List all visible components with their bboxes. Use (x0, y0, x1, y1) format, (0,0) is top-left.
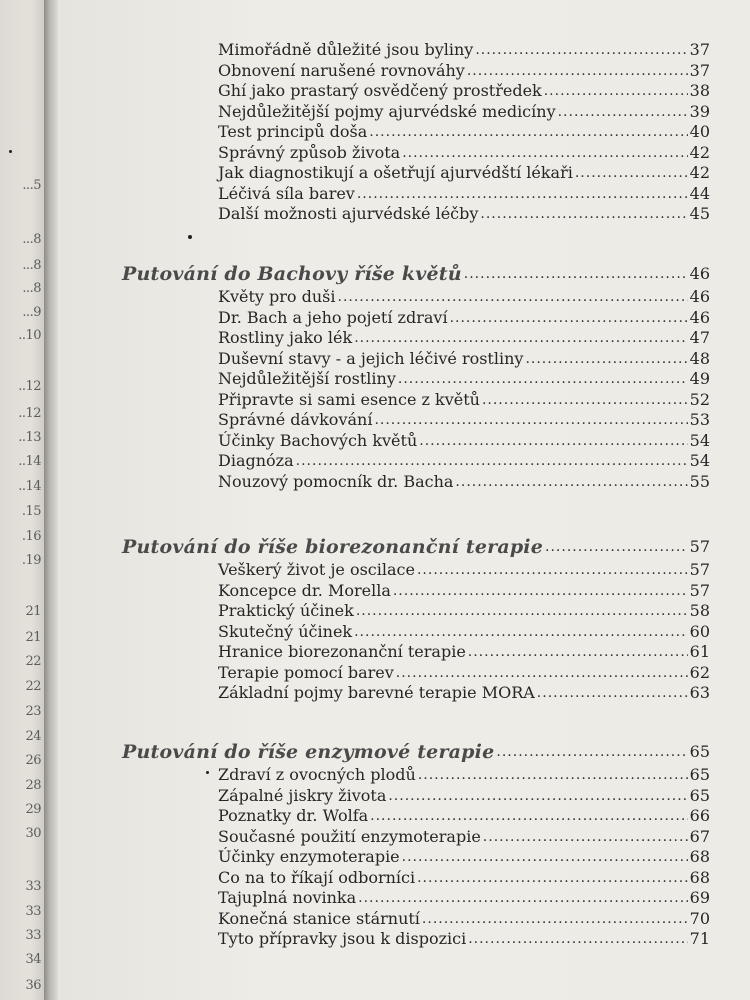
toc-entry (218, 100, 710, 122)
leader-dots (370, 806, 687, 826)
leader-dots (417, 868, 688, 888)
left-page-number: ..14 (18, 454, 41, 469)
toc-entry-title: Základní pojmy barevné terapie MORA (218, 683, 535, 702)
toc-entry (218, 79, 710, 101)
toc-entry (218, 681, 710, 703)
toc-entry-title: Obnovení narušené rovnováhy (218, 60, 465, 80)
left-page-number: ...5 (22, 178, 41, 193)
toc-entry-page: 44 (689, 183, 710, 203)
toc-entry-page: 46 (689, 307, 710, 327)
toc-entry-title: Co na to říkají odborníci (218, 867, 416, 887)
toc-entry-title: Účinky enzymoterapie (218, 847, 400, 866)
left-page-number: 21 (25, 630, 41, 645)
toc-entry-title: Účinky Bachových květů (218, 430, 418, 450)
left-page-number: 23 (25, 704, 41, 719)
toc-entry (218, 784, 710, 806)
toc-entry-title: Mimořádně důležité jsou byliny (218, 40, 474, 59)
leader-dots (356, 601, 688, 621)
left-page-number: 26 (25, 753, 41, 768)
leader-dots (480, 204, 687, 224)
toc-entry-title: Koncepce dr. Morella (218, 580, 391, 600)
left-page-number: 22 (25, 679, 41, 694)
toc-entry-title: Nouzový pomocník dr. Bacha (218, 471, 454, 491)
toc-entry (218, 449, 710, 471)
toc-entry-page: 37 (689, 60, 710, 80)
toc-entry (218, 763, 710, 785)
toc-entry (218, 347, 710, 369)
toc-entry-title: Připravte si sami esence z květů (218, 389, 480, 409)
left-page-number: 29 (25, 802, 41, 817)
toc-entry-title: Dr. Bach a jeho pojetí zdraví (218, 307, 448, 327)
toc-entry-title: Nejdůležitější pojmy ajurvédské medicíny (218, 101, 556, 121)
toc-entry (218, 429, 710, 451)
leader-dots (422, 909, 688, 929)
toc-entry (218, 661, 710, 683)
toc-entry-page: 69 (689, 888, 710, 907)
left-page-number: 30 (25, 826, 41, 841)
section-heading-page: 65 (689, 742, 710, 761)
toc-entry (218, 141, 710, 163)
toc-entry (218, 367, 710, 389)
leader-dots (396, 663, 688, 683)
toc-entry-page: 38 (689, 81, 710, 100)
left-page-number: ...9 (22, 305, 41, 320)
toc-entry (218, 408, 710, 430)
toc-entry-title: Hranice biorezonanční terapie (218, 642, 466, 661)
toc-entry (218, 845, 710, 867)
left-page-number: 28 (25, 778, 41, 793)
left-page-number: ...8 (22, 232, 41, 247)
left-page-number: ...8 (22, 281, 41, 296)
leader-dots (393, 581, 688, 601)
toc-entry-title: Ghí jako prastarý osvědčený prostředek (218, 81, 542, 100)
leader-dots (558, 102, 688, 122)
toc-entry-page: 65 (689, 785, 710, 805)
toc-entry-page: 62 (689, 662, 710, 682)
left-page-number: .19 (21, 553, 41, 568)
leader-dots (417, 560, 688, 580)
toc-entry-page: 37 (689, 40, 710, 59)
leader-dots (468, 642, 688, 662)
toc-entry-title: Poznatky dr. Wolfa (218, 806, 369, 825)
toc-entry (218, 886, 710, 908)
leader-dots (398, 369, 688, 389)
toc-entry-page: 49 (689, 369, 710, 388)
left-page-number: 22 (25, 654, 41, 669)
toc-entry-page: 63 (689, 683, 710, 702)
leader-dots (525, 349, 687, 369)
toc-entry (218, 38, 710, 60)
leader-dots (296, 451, 688, 471)
leader-dots (418, 765, 688, 785)
toc-entry (218, 907, 710, 929)
left-page-number: 36 (25, 978, 41, 993)
leader-dots (455, 472, 687, 492)
left-page-number: 34 (25, 952, 41, 967)
toc-entry-title: Konečná stanice stárnutí (218, 908, 420, 928)
leader-dots (450, 308, 688, 328)
toc-entry-title: Další možnosti ajurvédské léčby (218, 204, 479, 223)
leader-dots (388, 786, 687, 806)
toc-entry-title: Tajuplná novinka (218, 888, 357, 907)
toc-entry-page: 52 (689, 389, 710, 409)
toc-entry-page: 42 (689, 142, 710, 162)
toc-entry-title: Rostliny jako lék (218, 328, 353, 347)
leader-dots (338, 287, 688, 307)
leader-dots (374, 410, 687, 430)
toc-entry-page: 65 (689, 765, 710, 784)
toc-entry-page: 47 (689, 328, 710, 347)
toc-entry-page: 71 (689, 929, 710, 948)
toc-entry (218, 620, 710, 642)
leader-dots (402, 143, 687, 163)
section-heading (122, 262, 710, 284)
leader-dots (482, 390, 688, 410)
stray-dot (188, 235, 192, 239)
toc-entry-title: Duševní stavy - a jejich léčivé rostliny (218, 348, 524, 368)
toc-entry-title: Zápalné jiskry života (218, 785, 387, 805)
leader-dots (468, 929, 687, 949)
toc-entry (218, 285, 710, 307)
toc-entry-page: 68 (689, 847, 710, 866)
toc-entry (218, 161, 710, 183)
left-page-number: ..14 (18, 479, 41, 494)
toc-entry-page: 57 (689, 580, 710, 600)
toc-entry-title: Diagnóza (218, 451, 294, 470)
toc-entry-page: 58 (689, 601, 710, 620)
leader-dots (475, 40, 687, 60)
toc-entry-page: 70 (689, 908, 710, 928)
leader-dots (369, 122, 687, 142)
toc-entry-title: Správné dávkování (218, 410, 373, 429)
toc-entry-title: Současné použití enzymoterapie (218, 826, 481, 846)
toc-entry-page: 54 (689, 430, 710, 450)
toc-entry-page: 48 (689, 348, 710, 368)
leader-dots (354, 328, 687, 348)
toc-entry-page: 57 (689, 560, 710, 579)
section-heading-page: 46 (689, 264, 710, 283)
toc-entry-page: 55 (689, 471, 710, 491)
toc-entry-page: 42 (689, 163, 710, 182)
toc-entry-page: 67 (689, 826, 710, 846)
leader-dots (483, 827, 688, 847)
leader-dots (575, 163, 688, 183)
toc-entry (218, 640, 710, 662)
leader-dots (402, 847, 688, 867)
leader-dots (467, 61, 688, 81)
toc-entry-page: 54 (689, 451, 710, 470)
toc-entry (218, 59, 710, 81)
toc-entry-title: Léčivá síla barev (218, 183, 355, 203)
left-page-number: 33 (25, 879, 41, 894)
leader-dots (544, 81, 688, 101)
left-page-number: 24 (25, 729, 41, 744)
leader-dots (545, 537, 688, 557)
toc-entry-title: Terapie pomocí barev (218, 662, 394, 682)
toc-entry-title: Test principů doša (218, 122, 368, 141)
stray-dot (9, 150, 12, 153)
toc-entry-title: Květy pro duši (218, 287, 336, 306)
left-page-number: 21 (25, 604, 41, 619)
toc-entry-title: Zdraví z ovocných plodů (218, 765, 416, 784)
toc-entry-page: 39 (689, 101, 710, 121)
left-page-number: 33 (25, 928, 41, 943)
toc-entry-title: Tyto přípravky jsou k dispozici (218, 929, 467, 948)
toc-entry-page: 46 (689, 287, 710, 306)
section-heading-title: Putování do Bachovy říše květů (122, 263, 462, 285)
toc-entry (218, 825, 710, 847)
toc-entry-title: Nejdůležitější rostliny (218, 369, 396, 388)
section-heading-title: Putování do říše enzymové terapie (122, 741, 495, 763)
left-page-number: ..12 (18, 406, 41, 421)
toc-entry (218, 120, 710, 142)
left-page-number: ..10 (18, 328, 41, 343)
toc-entry-page: 68 (689, 867, 710, 887)
toc-entry (218, 388, 710, 410)
toc-entry-title: Skutečný účinek (218, 621, 353, 641)
section-heading (122, 535, 710, 557)
toc-entry (218, 599, 710, 621)
left-page-number: .16 (21, 529, 41, 544)
left-page-number: .15 (21, 504, 41, 519)
toc-entry-page: 45 (689, 204, 710, 223)
leader-dots (357, 184, 688, 204)
toc-entry-page: 60 (689, 621, 710, 641)
section-heading-title: Putování do říše biorezonanční terapie (122, 536, 544, 558)
leader-dots (496, 742, 687, 762)
stray-dot (206, 771, 209, 774)
toc-entry-title: Správný způsob života (218, 142, 401, 162)
toc-entry-title: Veškerý život je oscilace (218, 560, 415, 579)
toc-entry-page: 66 (689, 806, 710, 825)
toc-entry-page: 53 (689, 410, 710, 429)
toc-entry (218, 927, 710, 949)
left-page-number: 33 (25, 904, 41, 919)
left-page-number: ..12 (18, 379, 41, 394)
section-heading-page: 57 (689, 537, 710, 556)
toc-entry (218, 306, 710, 328)
toc-entry (218, 866, 710, 888)
leader-dots (537, 683, 688, 703)
leader-dots (358, 888, 687, 908)
toc-entry-page: 40 (689, 122, 710, 141)
leader-dots (419, 431, 687, 451)
left-page-number: ..13 (18, 430, 41, 445)
section-heading (122, 740, 710, 762)
toc-entry (218, 558, 710, 580)
toc-entry-page: 61 (689, 642, 710, 661)
toc-entry (218, 579, 710, 601)
leader-dots (464, 264, 688, 284)
toc-entry (218, 326, 710, 348)
toc-entry-title: Praktický účinek (218, 601, 354, 620)
toc-entry (218, 804, 710, 826)
toc-entry-title: Jak diagnostikují a ošetřují ajurvédští lékaři (218, 163, 573, 182)
toc-entry (218, 182, 710, 204)
left-page-number: ...8 (22, 258, 41, 273)
toc-entry (218, 202, 710, 224)
toc-entry (218, 470, 710, 492)
leader-dots (354, 622, 688, 642)
